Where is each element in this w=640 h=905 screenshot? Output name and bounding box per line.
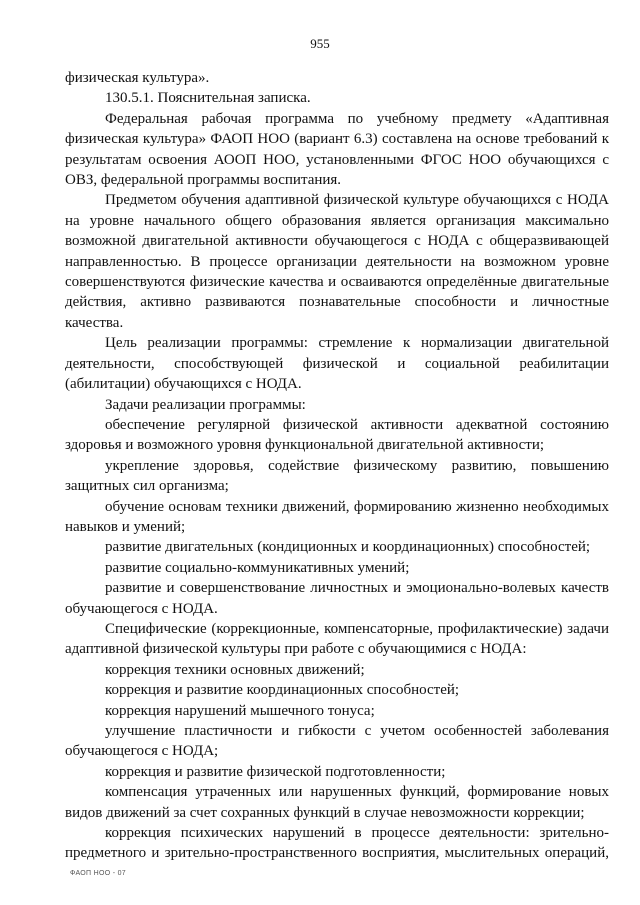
document-body [65,68,609,864]
paragraph: коррекция психических нарушений в процессе деятельности: зрительно-предметного и зрительно-пространственного восприятия, мыслительных операций, [65,825,609,862]
paragraph: развитие социально-коммуникативных умений; [105,559,410,576]
paragraph: Цель реализации программы: стремление к нормализации двигательной деятельности, способствующей физической и социальной реабилитации (абилитации) обучающихся с НОДА. [65,335,609,393]
paragraph: развитие двигательных (кондиционных и координационных) способностей; [105,539,591,556]
page-number: 955 [310,36,330,51]
paragraph: коррекция и развитие координационных способностей; [105,682,460,699]
paragraph: физическая культура». [65,70,210,86]
paragraph: обучение основам техники движений, формированию жизненно необходимых навыков и умений; [65,498,609,535]
paragraph: коррекция и развитие физической подготовленности; [105,763,446,780]
paragraph: Предметом обучения адаптивной физической культуре обучающихся с НОДА на уровне начального общего образования является организация максимально возможной двигательной активности обучающегося с НОДА с общеразвивающей направленностью. В процессе организации деятельности на возможном уровне совершенствуются физические качества и осваиваются определённые двигательные действия, активно развиваются познавательные способности и личностные качества. [65,192,609,331]
paragraph: укрепление здоровья, содействие физическому развитию, повышению защитных сил организма; [65,457,609,495]
paragraph: улучшение пластичности и гибкости с учетом особенностей заболевания обучающегося с НОДА; [65,723,609,760]
paragraph: коррекция нарушений мышечного тонуса; [105,702,375,719]
paragraph: Специфические (коррекционные, компенсаторные, профилактические) задачи адаптивной физической культуры при работе с обучающимися с НОДА: [65,620,609,658]
paragraph: Задачи реализации программы: [105,396,306,413]
paragraph: компенсация утраченных или нарушенных функций, формирование новых видов движений за счет сохранных функций в случае невозможности коррекции; [65,784,609,821]
paragraph: развитие и совершенствование личностных и эмоционально-волевых качеств обучающегося с НОДА. [65,580,609,617]
paragraph: обеспечение регулярной физической активности адекватной состоянию здоровья и возможного уровня функциональной двигательной активности; [65,416,609,454]
paragraph: 130.5.1. Пояснительная записка. [105,90,311,107]
footer-stamp: ФАОП НОО - 07 [70,870,126,877]
paragraph: коррекция техники основных движений; [105,661,365,678]
paragraph: Федеральная рабочая программа по учебному предмету «Адаптивная физическая культура» ФАОП НОО (вариант 6.3) составлена на основе требований к результатам освоения АООП НОО, установленными ФГОС НОО обучающихся с ОВЗ, федеральной программы воспитания. [65,110,609,189]
